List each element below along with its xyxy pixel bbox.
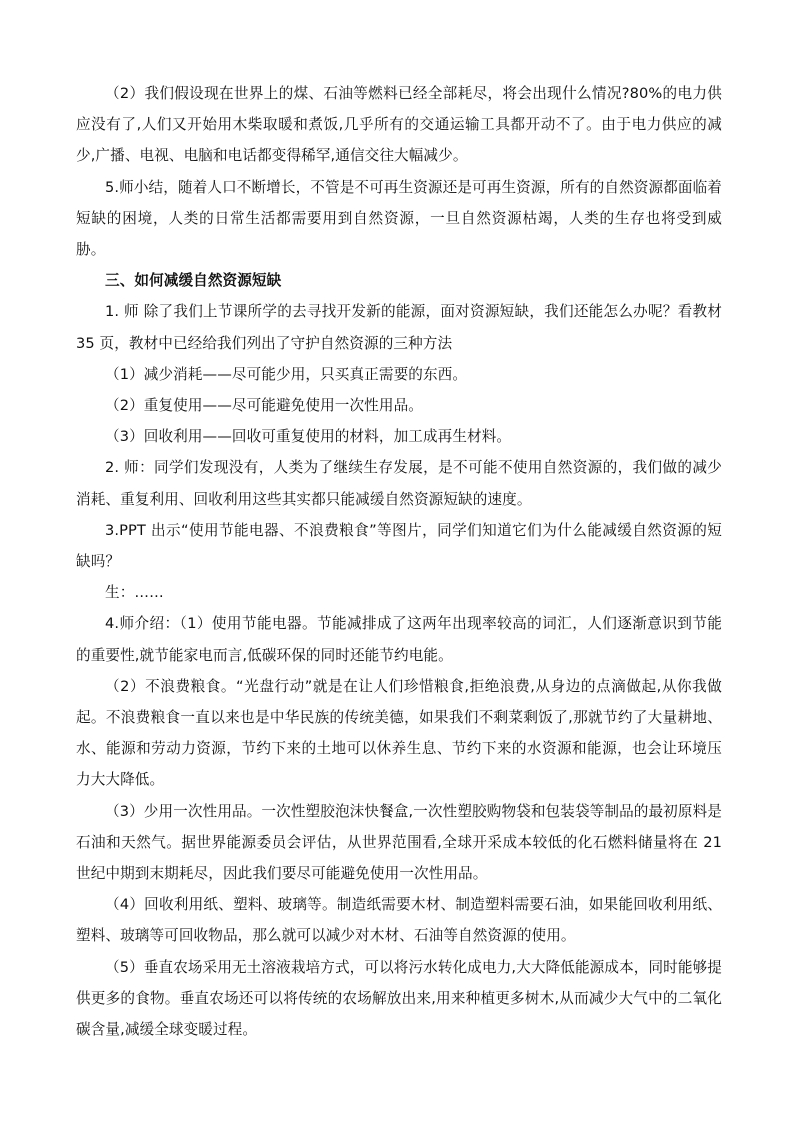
paragraph-student-response: 生：…… xyxy=(105,584,164,602)
paragraph-fuel-exhaustion: （2）我们假设现在世界上的煤、石油等燃料已经全部耗尽，将会出现什么情况?80%的电力供应没有了,人们又开始用木柴取暖和煮饭,几乎所有的交通运输工具都开动不了。由于电力供应的减少,广播、电视、电脑和电话都变得稀罕,通信交往大幅减少。 xyxy=(76,85,722,165)
list-item-recycle: （3）回收利用——回收可重复使用的材料，加工成再生材料。 xyxy=(105,428,512,446)
paragraph-energy-saving: 4.师介绍：（1）使用节能电器。节能减排成了这两年出现率较高的词汇，人们逐渐意识到节能的重要性,就节能家电而言,低碳环保的同时还能节约电能。 xyxy=(76,615,722,664)
paragraph-disposables: （3）少用一次性用品。一次性塑胶泡沫快餐盒,一次性塑胶购物袋和包装袋等制品的最初原料是石油和天然气。据世界能源委员会评估，从世界范围看,全球开采成本较低的化石燃料储量将在 21 世纪中期到末期耗尽，因此我们要尽可能避免使用一次性用品。 xyxy=(76,802,722,883)
paragraph-vertical-farm: （5）垂直农场采用无土溶液栽培方式，可以将污水转化成电力,大大降低能源成本，同时能够提供更多的食物。垂直农场还可以将传统的农场解放出来,用来种植更多树木,从而减少大气中的二氧化碳含量,减缓全球变暖过程。 xyxy=(76,958,722,1039)
paragraph-teacher-summary: 5.师小结，随着人口不断增长，不管是不可再生资源还是可再生资源，所有的自然资源都面临着短缺的困境，人类的日常生活都需要用到自然资源，一旦自然资源枯竭，人类的生存也将受到威胁。 xyxy=(76,178,722,259)
paragraph-food-waste: （2）不浪费粮食。“光盘行动”就是在让人们珍惜粮食,拒绝浪费,从身边的点滴做起,从你我做起。不浪费粮食一直以来也是中华民族的传统美德，如果我们不剩菜剩饭了,那就节约了大量耕地、水、能源和劳动力资源，节约下来的土地可以休养生息、节约下来的水资源和能源，也会让环境压力大大降低。 xyxy=(76,677,722,789)
paragraph-recycling: （4）回收利用纸、塑料、玻璃等。制造纸需要木材、制造塑料需要石油，如果能回收利用纸、塑料、玻璃等可回收物品，那么就可以减少对木材、石油等自然资源的使用。 xyxy=(76,896,722,945)
paragraph-teacher-observation: 2. 师：同学们发现没有，人类为了继续生存发展，是不可能不使用自然资源的，我们做的减少消耗、重复利用、回收利用这些其实都只能减缓自然资源短缺的速度。 xyxy=(76,459,722,508)
list-item-reuse: （2）重复使用——尽可能避免使用一次性用品。 xyxy=(105,397,423,415)
paragraph-ppt-question: 3.PPT 出示“使用节能电器、不浪费粮食”等图片，同学们知道它们为什么能减缓自然资源的短缺吗？ xyxy=(76,521,722,571)
list-item-reduce: （1）减少消耗——尽可能少用，只买真正需要的东西。 xyxy=(105,365,468,383)
section-heading: 三、如何减缓自然资源短缺 xyxy=(105,272,282,290)
paragraph-teacher-question: 1. 师 除了我们上节课所学的去寻找开发新的能源，面对资源短缺，我们还能怎么办呢？看教材 35 页，教材中已经给我们列出了守护自然资源的三种方法 xyxy=(76,303,722,352)
document-body xyxy=(76,78,722,1045)
